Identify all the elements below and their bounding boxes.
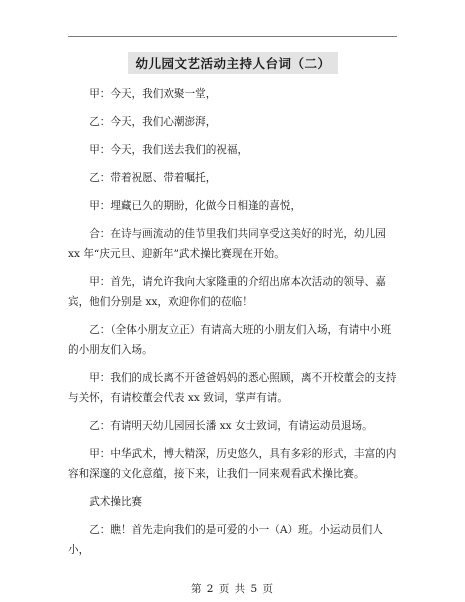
document-title: 幼儿园文艺活动主持人台词（二） [128,52,338,74]
paragraph: 乙：今天，我们心潮澎湃， [89,116,217,128]
paragraph: 甲：今天，我们欢聚一堂， [89,88,217,100]
paragraph: 乙：有请明天幼儿园园长潘 xx 女士致词，有请运动员退场。 [89,420,373,432]
paragraph: 甲：埋藏已久的期盼，化做今日相逢的喜悦， [89,200,302,212]
paragraph: 甲：我们的成长离不开爸爸妈妈的悉心照顾，离不开校董会的支持与关怀，有请校董会代表 xx 致词，掌声有请。 [68,372,397,404]
paragraph: 甲：中华武术，博大精深，历史悠久，具有多彩的形式，丰富的内容和深邃的文化意蕴，接下来，让我们一同来观看武术操比赛。 [68,448,397,480]
paragraph: 甲：首先，请允许我向大家隆重的介绍出席本次活动的领导、嘉宾，他们分别是 xx，欢迎你们的莅临！ [68,276,386,308]
header-rule [68,36,397,37]
paragraph: 乙：带着祝愿、带着嘱托， [89,172,217,184]
paragraph: 乙：（全体小朋友立正）有请高大班的小朋友们入场，有请中小班的小朋友们入场。 [68,324,392,356]
paragraph: 乙：瞧！首先走向我们的是可爱的小一（A）班。小运动员们人小， [68,524,383,556]
document-body [68,84,397,568]
paragraph: 甲：今天，我们送去我们的祝福， [89,144,249,156]
section-heading: 武术操比赛 [89,496,143,508]
paragraph: 合：在诗与画流动的佳节里我们共同享受这美好的时光，幼儿园 xx 年“庆元旦、迎新年”武术操比赛现在开始。 [68,228,386,260]
page-footer: 第 2 页 共 5 页 [190,583,275,595]
